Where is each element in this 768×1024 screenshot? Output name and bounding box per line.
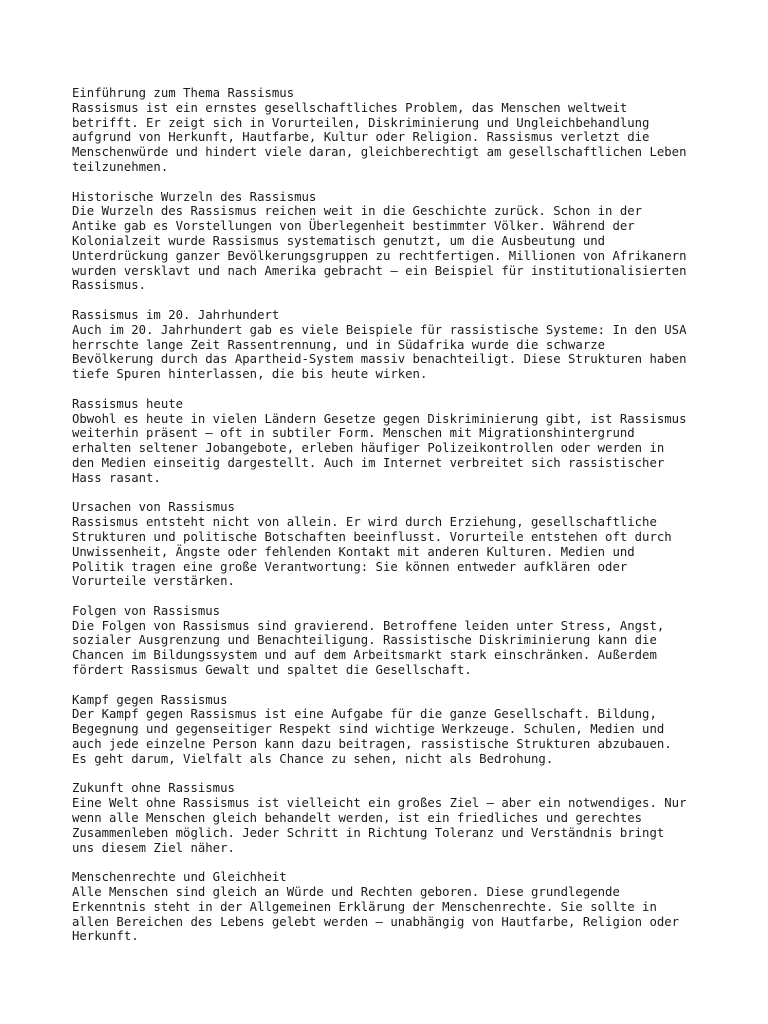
paragraph-line: Unterdrückung ganzer Bevölkerungsgruppen zu rechtfertigen. Millionen von Afrikanern	[72, 248, 687, 263]
section-heading: Kampf gegen Rassismus	[72, 692, 228, 707]
paragraph-line: den Medien einseitig dargestellt. Auch im Internet verbreitet sich rassistischer	[72, 455, 665, 470]
paragraph-line: Erkenntnis steht in der Allgemeinen Erklärung der Menschenrechte. Sie sollte in	[72, 899, 657, 914]
paragraph-line: Vorurteile verstärken.	[72, 574, 235, 589]
paragraph-line: fördert Rassismus Gewalt und spaltet die Gesellschaft.	[72, 663, 472, 678]
section-heading: Rassismus im 20. Jahrhundert	[72, 307, 280, 322]
paragraph-line: Hass rasant.	[72, 470, 161, 485]
paragraph-line: erhalten seltener Jobangebote, erleben häufiger Polizeikontrollen oder werden in	[72, 441, 665, 456]
paragraph-line: tiefe Spuren hinterlassen, die bis heute wirken.	[72, 367, 428, 382]
paragraph-line: Auch im 20. Jahrhundert gab es viele Beispiele für rassistische Systeme: In den USA	[72, 322, 687, 337]
section-historical-roots	[72, 190, 712, 294]
paragraph-line: Bevölkerung durch das Apartheid-System massiv benachteiligt. Diese Strukturen haben	[72, 352, 687, 367]
section-introduction	[72, 86, 712, 175]
section-heading: Menschenrechte und Gleichheit	[72, 870, 287, 885]
paragraph-line: herrschte lange Zeit Rassentrennung, und in Südafrika wurde die schwarze	[72, 337, 606, 352]
paragraph-line: betrifft. Er zeigt sich in Vorurteilen, Diskriminierung und Ungleichbehandlung	[72, 115, 650, 130]
paragraph-line: aufgrund von Herkunft, Hautfarbe, Kultur oder Religion. Rassismus verletzt die	[72, 130, 650, 145]
paragraph-line: Zusammenleben möglich. Jeder Schritt in Richtung Toleranz und Verständnis bringt	[72, 825, 665, 840]
section-heading: Einführung zum Thema Rassismus	[72, 86, 295, 100]
paragraph-line: Kolonialzeit wurde Rassismus systematisch genutzt, um die Ausbeutung und	[72, 233, 606, 248]
section-heading: Ursachen von Rassismus	[72, 500, 235, 515]
paragraph-line: auch jede einzelne Person kann dazu beitragen, rassistische Strukturen abzubauen.	[72, 737, 672, 752]
paragraph-line: Die Wurzeln des Rassismus reichen weit in die Geschichte zurück. Schon in der	[72, 204, 643, 219]
section-consequences	[72, 604, 712, 678]
paragraph-line: Die Folgen von Rassismus sind gravierend. Betroffene leiden unter Stress, Angst,	[72, 618, 665, 633]
paragraph-line: teilzunehmen.	[72, 159, 169, 174]
paragraph-line: Rassismus ist ein ernstes gesellschaftliches Problem, das Menschen weltweit	[72, 100, 628, 115]
section-racism-today	[72, 397, 712, 486]
document-page	[72, 86, 712, 959]
paragraph-line: Unwissenheit, Ängste oder fehlenden Kontakt mit anderen Kulturen. Medien und	[72, 544, 635, 559]
paragraph-line: Begegnung und gegenseitiger Respekt sind wichtige Werkzeuge. Schulen, Medien und	[72, 722, 665, 737]
section-fight-against-racism	[72, 693, 712, 767]
paragraph-line: weiterhin präsent – oft in subtiler Form. Menschen mit Migrationshintergrund	[72, 426, 635, 441]
paragraph-line: Rassismus.	[72, 278, 147, 293]
paragraph-line: uns diesem Ziel näher.	[72, 840, 235, 855]
section-heading: Zukunft ohne Rassismus	[72, 781, 235, 796]
section-causes	[72, 500, 712, 589]
paragraph-line: Alle Menschen sind gleich an Würde und Rechten geboren. Diese grundlegende	[72, 885, 620, 900]
paragraph-line: Herkunft.	[72, 929, 139, 944]
paragraph-line: Strukturen und politische Botschaften beeinflusst. Vorurteile entstehen oft durch	[72, 529, 672, 544]
section-human-rights	[72, 870, 712, 944]
paragraph-line: Chancen im Bildungssystem und auf dem Arbeitsmarkt stark einschränken. Außerdem	[72, 648, 657, 663]
paragraph-line: wenn alle Menschen gleich behandelt werden, ist ein friedliches und gerechtes	[72, 811, 643, 826]
paragraph-line: Es geht darum, Vielfalt als Chance zu sehen, nicht als Bedrohung.	[72, 751, 554, 766]
section-heading: Folgen von Rassismus	[72, 603, 221, 618]
paragraph-line: Politik tragen eine große Verantwortung: Sie können entweder aufklären oder	[72, 559, 628, 574]
paragraph-line: Menschenwürde und hindert viele daran, gleichberechtigt am gesellschaftlichen Leben	[72, 145, 687, 160]
section-heading: Historische Wurzeln des Rassismus	[72, 189, 317, 204]
section-heading: Rassismus heute	[72, 396, 184, 411]
paragraph-line: Obwohl es heute in vielen Ländern Gesetze gegen Diskriminierung gibt, ist Rassismus	[72, 411, 687, 426]
paragraph-line: Der Kampf gegen Rassismus ist eine Aufgabe für die ganze Gesellschaft. Bildung,	[72, 707, 657, 722]
section-20th-century	[72, 308, 712, 382]
paragraph-line: Antike gab es Vorstellungen von Überlegenheit bestimmter Völker. Während der	[72, 219, 635, 234]
paragraph-line: Rassismus entsteht nicht von allein. Er wird durch Erziehung, gesellschaftliche	[72, 515, 657, 530]
paragraph-line: sozialer Ausgrenzung und Benachteiligung. Rassistische Diskriminierung kann die	[72, 633, 657, 648]
paragraph-line: allen Bereichen des Lebens gelebt werden – unabhängig von Hautfarbe, Religion oder	[72, 914, 680, 929]
paragraph-line: wurden versklavt und nach Amerika gebracht – ein Beispiel für institutionalisierten	[72, 263, 687, 278]
paragraph-line: Eine Welt ohne Rassismus ist vielleicht ein großes Ziel – aber ein notwendiges. Nur	[72, 796, 687, 811]
section-future	[72, 781, 712, 855]
